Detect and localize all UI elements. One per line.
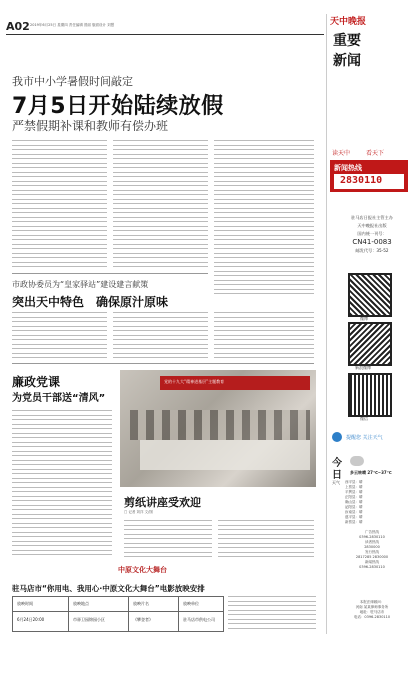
hotline-box (330, 160, 408, 192)
qr-label-sina: 新浪微博 (355, 365, 371, 370)
slogan: 提醒您 关注天气 (346, 435, 383, 441)
service-value-ad: 0396-2830110 (359, 535, 385, 539)
qr-wechat (348, 373, 392, 417)
footer-notes (334, 600, 410, 620)
col-head-unit: 放映单位 (183, 601, 199, 606)
class-body (12, 410, 112, 560)
urban-body-col3 (214, 312, 314, 360)
photo-table (140, 440, 310, 470)
service-block (334, 530, 410, 570)
hotline-label: 新闻热线 (334, 164, 362, 172)
service-head-dist: 发行热线 (365, 550, 379, 554)
page-code: A02 (6, 20, 30, 33)
schedule-notes (228, 596, 316, 632)
urban-body-col2 (113, 312, 208, 360)
main-headline: 7月5日开始陆续放假 (12, 94, 224, 119)
culture-logo: 中原文化大舞台 (118, 565, 167, 574)
main-subhead: 严禁假期补课和教师有偿办班 (12, 119, 169, 133)
weather-row: 西平县：晴 (345, 480, 363, 484)
weather-row: 正阳县：晴 (345, 495, 363, 499)
brand-line-1: 读天中 (332, 150, 351, 157)
weather-row: 平舆县：晴 (345, 490, 363, 494)
weather-row: 确山县：晴 (345, 500, 363, 504)
publisher-line-3: CN41-0083 (352, 238, 392, 246)
weather-row: 汝南县：晴 (345, 510, 363, 514)
date-line: 2019年6月25日 星期四 责任编辑 曾丽 版面设计 刘慧 (30, 23, 115, 27)
slogan-icon (332, 432, 342, 442)
service-head-reader: 读者热线 (365, 540, 379, 544)
footer-note: 地址：驻马店市 (359, 610, 385, 614)
section-title-2: 新闻 (333, 53, 361, 69)
service-value-dist: 2817285 2830000 (355, 555, 389, 559)
temp-range: 多云转晴 27℃~37℃ (350, 470, 392, 475)
hotline-number: 2830110 (340, 175, 383, 186)
section-title-1: 重要 (333, 33, 361, 49)
weather-title-2: 日 (332, 470, 342, 481)
qr-label-weibo: 微博 (360, 316, 368, 321)
footer-note: 河南 某某律师事务所 (355, 605, 389, 609)
rule-2 (12, 363, 314, 364)
cell-film: 《攀登者》 (133, 617, 153, 622)
rule-1 (12, 273, 208, 274)
main-body-col2 (113, 140, 208, 270)
weather-row: 遂平县：晴 (345, 515, 363, 519)
col-head-place: 放映地点 (73, 601, 89, 606)
weather-title-1: 今 (332, 458, 342, 469)
service-head-ad: 广告热线 (365, 530, 379, 534)
cell-time: 6月24日20:00 (17, 617, 45, 622)
weather-row: 泌阳县：晴 (345, 505, 363, 509)
cell-unit: 驻马店市供电公司 (183, 617, 215, 622)
photo-story-col2 (218, 520, 314, 558)
photo-banner-text: 党的十九大“精神进基层”主题教育 (164, 379, 225, 384)
urban-body-col1 (12, 312, 107, 360)
schedule-table (12, 596, 224, 632)
class-headline-1: 廉政党课 (12, 375, 61, 389)
weather-list (345, 480, 409, 525)
col-head-time: 放映时间 (17, 601, 33, 606)
qr-label-wechat: 微信 (360, 416, 368, 421)
top-rule (6, 34, 324, 35)
sidebar-divider (326, 14, 327, 634)
weather-icon (350, 456, 364, 466)
qr-sina (348, 322, 392, 366)
bottom-bar-title: 驻马店市“你用电、我用心·中原文化大舞台”电影放映安排 (12, 584, 205, 593)
urban-kicker: 市政协委员为“皇家驿站”建设建言献策 (12, 280, 149, 289)
urban-headline: 突出天中特色 确保原汁原味 (12, 295, 169, 309)
photo-byline: □ 记者 刘洋 文/图 (124, 510, 153, 514)
cell-place: 市驿卫园锦园小区 (73, 617, 105, 622)
service-value-news: 0396-2830110 (359, 565, 385, 569)
weather-row: 上蔡县：晴 (345, 485, 363, 489)
publisher-line-0: 驻马店日报社主管主办 (351, 215, 393, 220)
col-head-film: 放映片名 (133, 601, 149, 606)
footer-note: 本报法律顾问： (359, 600, 385, 604)
weather-sub: 天气 (332, 480, 340, 485)
service-value-reader: 2830000 (364, 545, 380, 549)
main-body-col1 (12, 140, 107, 270)
publisher-line-4: 邮发代号：35-52 (355, 248, 389, 253)
publisher-line-2: 国内统一刊号： (357, 231, 387, 236)
weather-row: 新蔡县：晴 (345, 520, 363, 524)
photo-story-col1 (124, 520, 212, 558)
main-kicker: 我市中小学暑假时间敲定 (12, 75, 133, 88)
masthead-logo: 天中晚报 (330, 17, 367, 27)
service-head-news: 新闻热线 (365, 560, 379, 564)
photo-caption: 剪纸讲座受欢迎 (124, 496, 201, 509)
class-headline-2: 为党员干部送“清风” (12, 393, 106, 404)
story-photo (120, 370, 316, 487)
photo-people (130, 410, 310, 440)
footer-note: 电话：0396-2830110 (353, 615, 391, 619)
schedule-header-row (13, 597, 223, 612)
qr-weibo (348, 273, 392, 317)
publisher-line-1: 天中晚报社出版 (357, 223, 387, 228)
publisher-block (334, 214, 410, 255)
main-body-col3 (214, 140, 314, 305)
brand-line-2: 看天下 (366, 150, 385, 157)
